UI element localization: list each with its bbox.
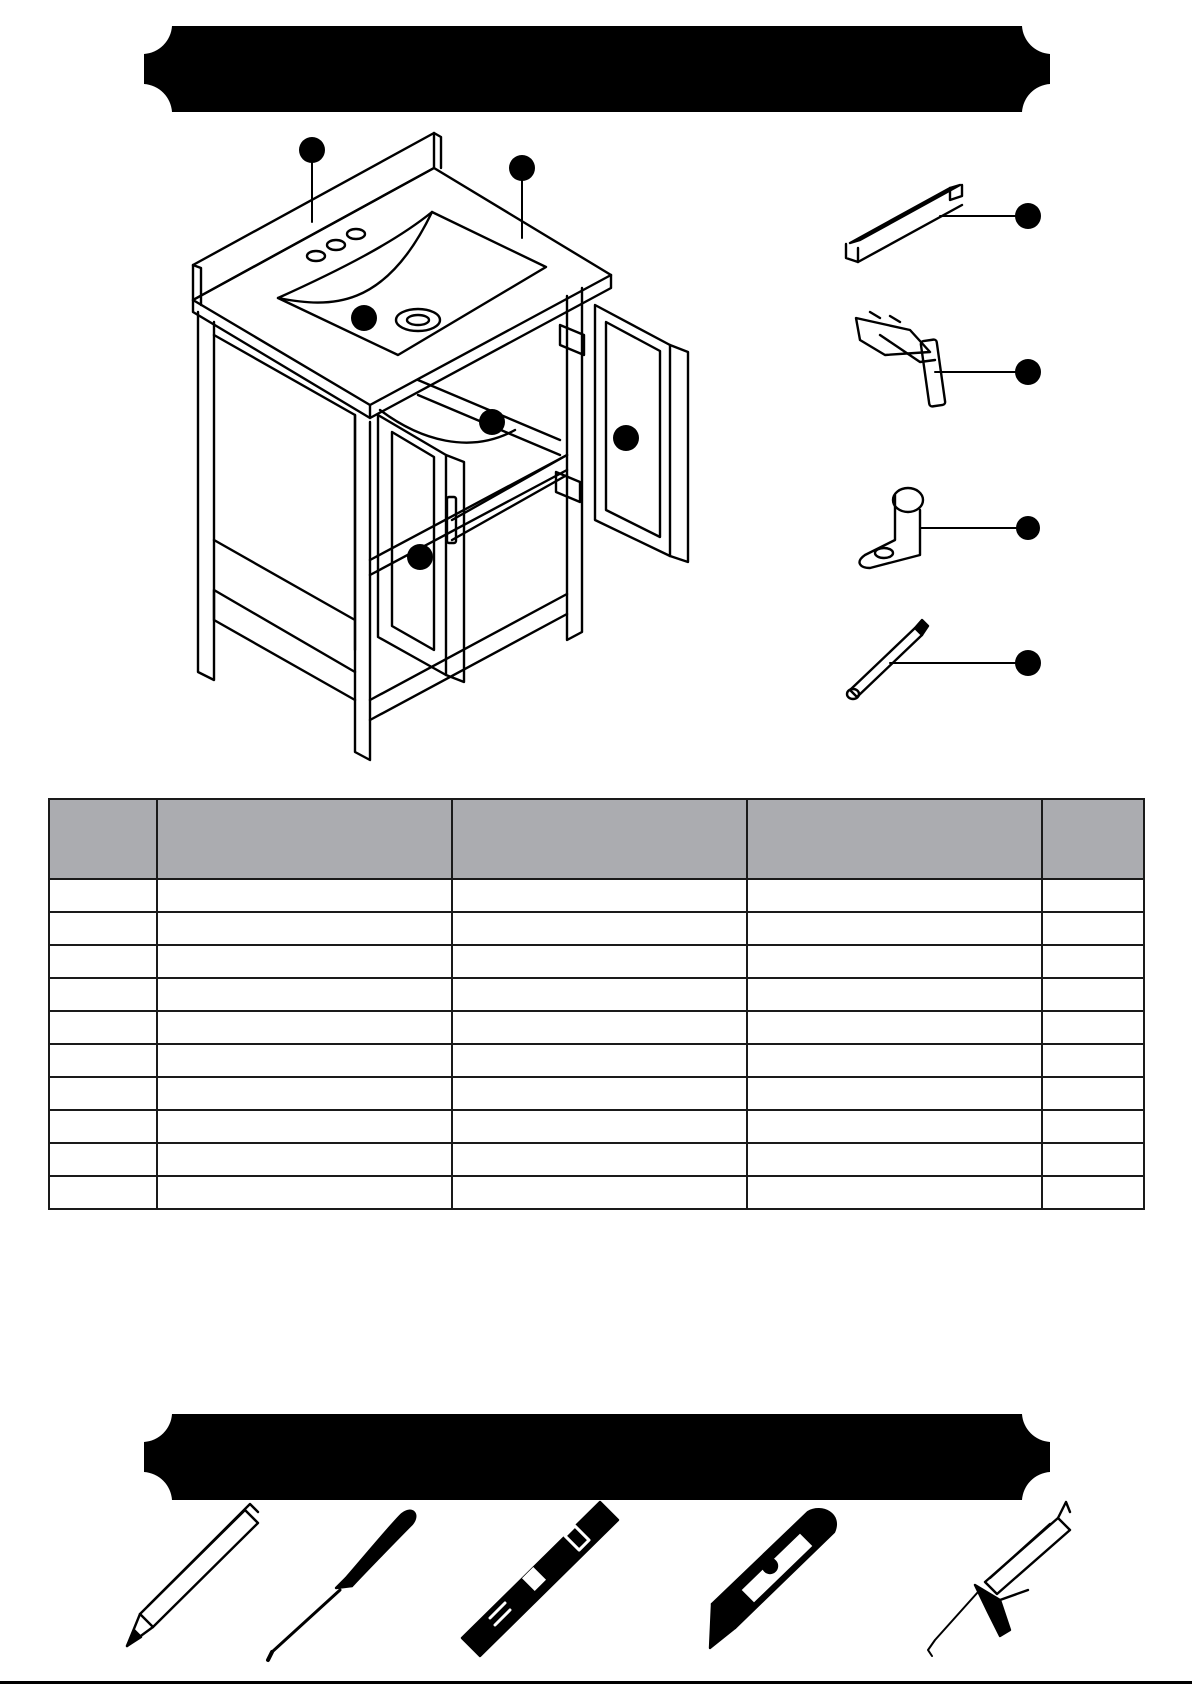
table-cell — [452, 1077, 747, 1110]
column-header — [747, 799, 1042, 879]
table-cell — [157, 1110, 452, 1143]
table-row — [49, 945, 1144, 978]
wood-dowel-icon — [847, 620, 928, 699]
table-cell — [49, 1110, 157, 1143]
parts-table — [48, 798, 1145, 1210]
table-cell — [49, 1011, 157, 1044]
table-cell — [1042, 945, 1144, 978]
table-cell — [157, 945, 452, 978]
callout-marker — [1016, 516, 1040, 540]
table-row — [49, 1110, 1144, 1143]
table-cell — [452, 912, 747, 945]
callout-marker — [509, 155, 535, 181]
table-cell — [49, 879, 157, 912]
table-cell — [1042, 1077, 1144, 1110]
table-cell — [157, 879, 452, 912]
table-cell — [157, 978, 452, 1011]
table-cell — [452, 1044, 747, 1077]
table-cell — [157, 1044, 452, 1077]
table-row — [49, 1176, 1144, 1209]
table-row — [49, 1143, 1144, 1176]
table-cell — [157, 1077, 452, 1110]
column-header — [452, 799, 747, 879]
table-cell — [157, 912, 452, 945]
table-header-row — [49, 799, 1144, 879]
table-cell — [747, 912, 1042, 945]
table-cell — [452, 945, 747, 978]
table-cell — [1042, 912, 1144, 945]
table-cell — [452, 1143, 747, 1176]
table-row — [49, 879, 1144, 912]
table-row — [49, 1077, 1144, 1110]
table-row — [49, 1044, 1144, 1077]
table-cell — [452, 1110, 747, 1143]
table-cell — [747, 1110, 1042, 1143]
tools-banner — [0, 1414, 1192, 1500]
table-cell — [747, 1011, 1042, 1044]
table-cell — [1042, 879, 1144, 912]
table-row — [49, 1011, 1144, 1044]
table-cell — [452, 978, 747, 1011]
vanity-cabinet-icon — [193, 133, 688, 760]
table-row — [49, 912, 1144, 945]
column-header — [157, 799, 452, 879]
table-cell — [1042, 1143, 1144, 1176]
table-cell — [747, 945, 1042, 978]
table-cell — [157, 1176, 452, 1209]
callout-marker — [351, 305, 377, 331]
page-bottom-rule — [0, 1681, 1192, 1684]
towel-bar-icon — [846, 185, 962, 262]
table-cell — [157, 1143, 452, 1176]
shelf-pin-bracket-icon — [860, 488, 923, 568]
column-header — [1042, 799, 1144, 879]
table-cell — [49, 978, 157, 1011]
table-cell — [1042, 1044, 1144, 1077]
callout-marker — [1015, 359, 1041, 385]
table-cell — [1042, 1011, 1144, 1044]
table-cell — [49, 912, 157, 945]
table-cell — [747, 1176, 1042, 1209]
table-cell — [49, 1044, 157, 1077]
table-cell — [1042, 1110, 1144, 1143]
table-cell — [747, 978, 1042, 1011]
table-cell — [1042, 1176, 1144, 1209]
table-cell — [747, 1143, 1042, 1176]
table-cell — [452, 1011, 747, 1044]
callout-marker — [407, 544, 433, 570]
cabinet-hinge-icon — [856, 312, 946, 407]
table-cell — [157, 1011, 452, 1044]
table-cell — [49, 1077, 157, 1110]
table-cell — [747, 1077, 1042, 1110]
table-cell — [452, 1176, 747, 1209]
table-row — [49, 978, 1144, 1011]
callout-marker — [1015, 203, 1041, 229]
table-cell — [49, 1143, 157, 1176]
table-cell — [747, 1044, 1042, 1077]
column-header — [49, 799, 157, 879]
parts-table-body — [49, 879, 1144, 1209]
table-cell — [49, 1176, 157, 1209]
callout-marker — [299, 137, 325, 163]
table-cell — [1042, 978, 1144, 1011]
table-cell — [49, 945, 157, 978]
callout-marker — [1015, 650, 1041, 676]
callout-marker — [613, 425, 639, 451]
table-cell — [747, 879, 1042, 912]
table-cell — [452, 879, 747, 912]
callout-marker — [479, 409, 505, 435]
